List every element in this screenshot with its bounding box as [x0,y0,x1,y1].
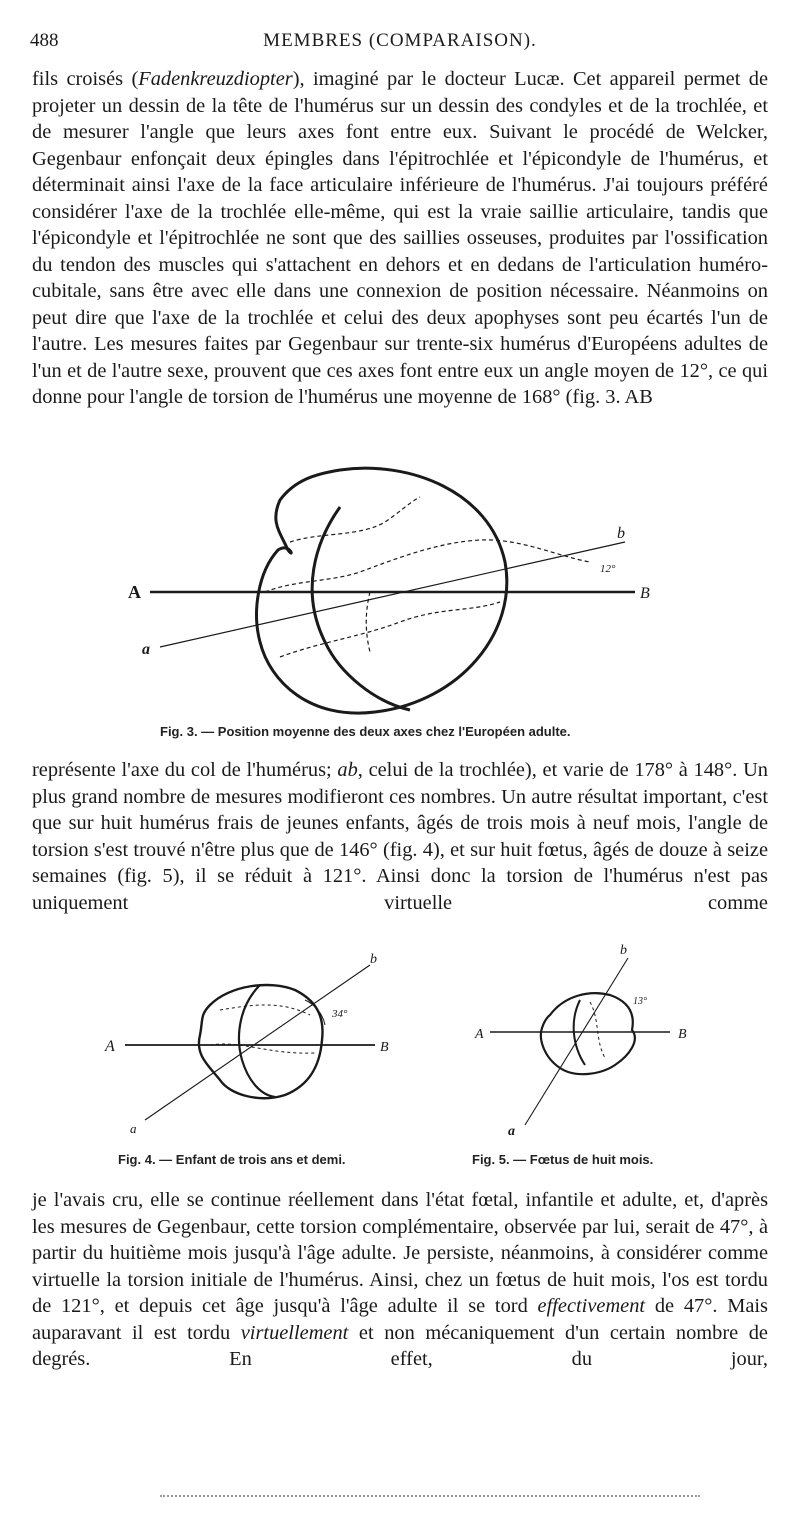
paragraph-3-part-3: et non mécaniquement d'un certain nombre de degrés. En effet, du jour, [32,1321,768,1370]
fig3-inner-contour [312,507,410,710]
paragraph-2-italic: ab [337,759,358,781]
figure-5-caption: Fig. 5. — Fœtus de huit mois. [472,1152,654,1167]
fig3-dashed-4 [366,592,370,652]
fig5-label-B: B [678,1027,687,1042]
figure-4 [100,945,400,1135]
fig4-dashed-1 [220,1005,310,1015]
fig5-label-A: A [475,1027,484,1042]
fig3-label-angle: 12° [600,563,616,575]
figure-3-drawing [120,462,660,724]
fig3-label-A: A [128,582,141,602]
fig4-inner-contour [239,985,275,1097]
running-head [30,30,770,60]
footer-dotted-rule [160,1495,700,1501]
fig5-dashed-1 [590,1002,605,1058]
fig4-label-angle: 34° [332,1008,348,1020]
fig4-label-A: A [105,1038,115,1055]
fig3-label-B: B [640,585,650,602]
fig4-label-a: a [130,1121,137,1135]
figure-5-drawing [470,940,710,1140]
running-title: MEMBRES (COMPARAISON). [263,30,537,51]
figure-3-caption: Fig. 3. — Position moyenne des deux axes chez l'Européen adulte. [160,724,571,739]
paragraph-1-start: fils croisés ( [32,68,139,90]
paragraph-1 [32,66,768,411]
paragraph-2-start: représente l'axe du col de l'humérus; [32,759,338,781]
figure-3 [120,462,660,724]
paragraph-2 [32,757,768,916]
fig3-axis-ab [160,542,625,647]
figure-5 [470,940,710,1140]
fig3-label-b: b [617,525,625,542]
fig5-label-a: a [508,1124,515,1139]
figure-4-drawing [100,945,400,1135]
paragraph-3-part-1: je l'avais cru, elle se continue réellement dans l'état fœtal, infantile et adulte, et, d'après les mesures de Gegenbaur, cette torsion complémentaire, observée par lui, serait de 47°, à partir du huitième mois jusqu'à l'âge adulte. Je persiste, néanmoins, à considérer comme virtuelle la torsion initiale de l'humérus. Ainsi, chez un fœtus de huit mois, l'os est tordu de 121°, et depuis cet âge jusqu'à l'âge adulte il se tord [32,1189,768,1317]
paragraph-2-body: , celui de la trochlée), et varie de 178° à 148°. Un plus grand nombre de mesures modifieront ces nombres. Un autre résultat important, c'est que sur huit humérus frais de jeunes enfants, âgés de trois mois à neuf mois, l'angle de torsion s'est trouvé n'être plus que de 146° (fig. 4), et sur huit fœtus, âgés de douze à seize semaines (fig. 5), il se réduit à 121°. Ainsi donc la torsion de l'humérus n'est pas uniquement virtuelle comme [32,759,768,914]
fig5-label-b: b [620,943,627,958]
fig4-label-b: b [370,952,377,967]
paragraph-1-body: ), imaginé par le docteur Lucæ. Cet appareil permet de projeter un dessin de la tête de l'humérus sur un dessin des condyles et de la trochlée, et de mesurer l'angle que leurs axes font entre eux. Suivant le procédé de Welcker, Gegenbaur enfonçait deux épingles dans l'épitrochlée et l'épicondyle de l'humérus, et déterminait ainsi l'axe de la face articulaire inférieure de l'humérus. J'ai toujours préféré considérer l'axe de la trochlée elle-même, qui est la vraie saillie articulaire, tandis que l'épicondyle et l'épitrochlée ne sont que des saillies osseuses, produites par l'ossification du tendon des muscles qui s'attachent en dehors et en dedans de l'articulation huméro-cubitale, sans être avec elle dans une connexion de position nécessaire. Néanmoins on peut dire que l'axe de la trochlée et celui des deux apophyses sont peu écartés l'un de l'autre. Les mesures faites par Gegenbaur sur trente-six humérus d'Européens adultes de l'un et de l'autre sexe, prouvent que ces axes font entre eux un angle moyen de 12°, ce qui donne pour l'angle de torsion de l'humérus une moyenne de 168° (fig. 3. AB [32,68,769,408]
fig3-outline [257,468,507,713]
paragraph-3-part-2: de 47°. Mais auparavant il est tordu [32,1295,768,1344]
fig4-outline [199,985,323,1098]
fig4-label-B: B [380,1040,389,1055]
fig5-label-angle: 13° [633,996,647,1007]
fig3-label-a: a [142,641,150,658]
page-number: 488 [30,30,59,51]
paragraph-3 [32,1187,768,1373]
fig3-dashed-1 [290,497,420,542]
paragraph-3-italic-2: virtuellement [240,1321,349,1344]
paragraph-3-italic-1: effectivement [537,1295,646,1317]
figure-4-caption: Fig. 4. — Enfant de trois ans et demi. [118,1152,346,1167]
paragraph-1-term: Fadenkreuzdiopter [138,68,293,90]
fig5-outline [541,993,635,1074]
